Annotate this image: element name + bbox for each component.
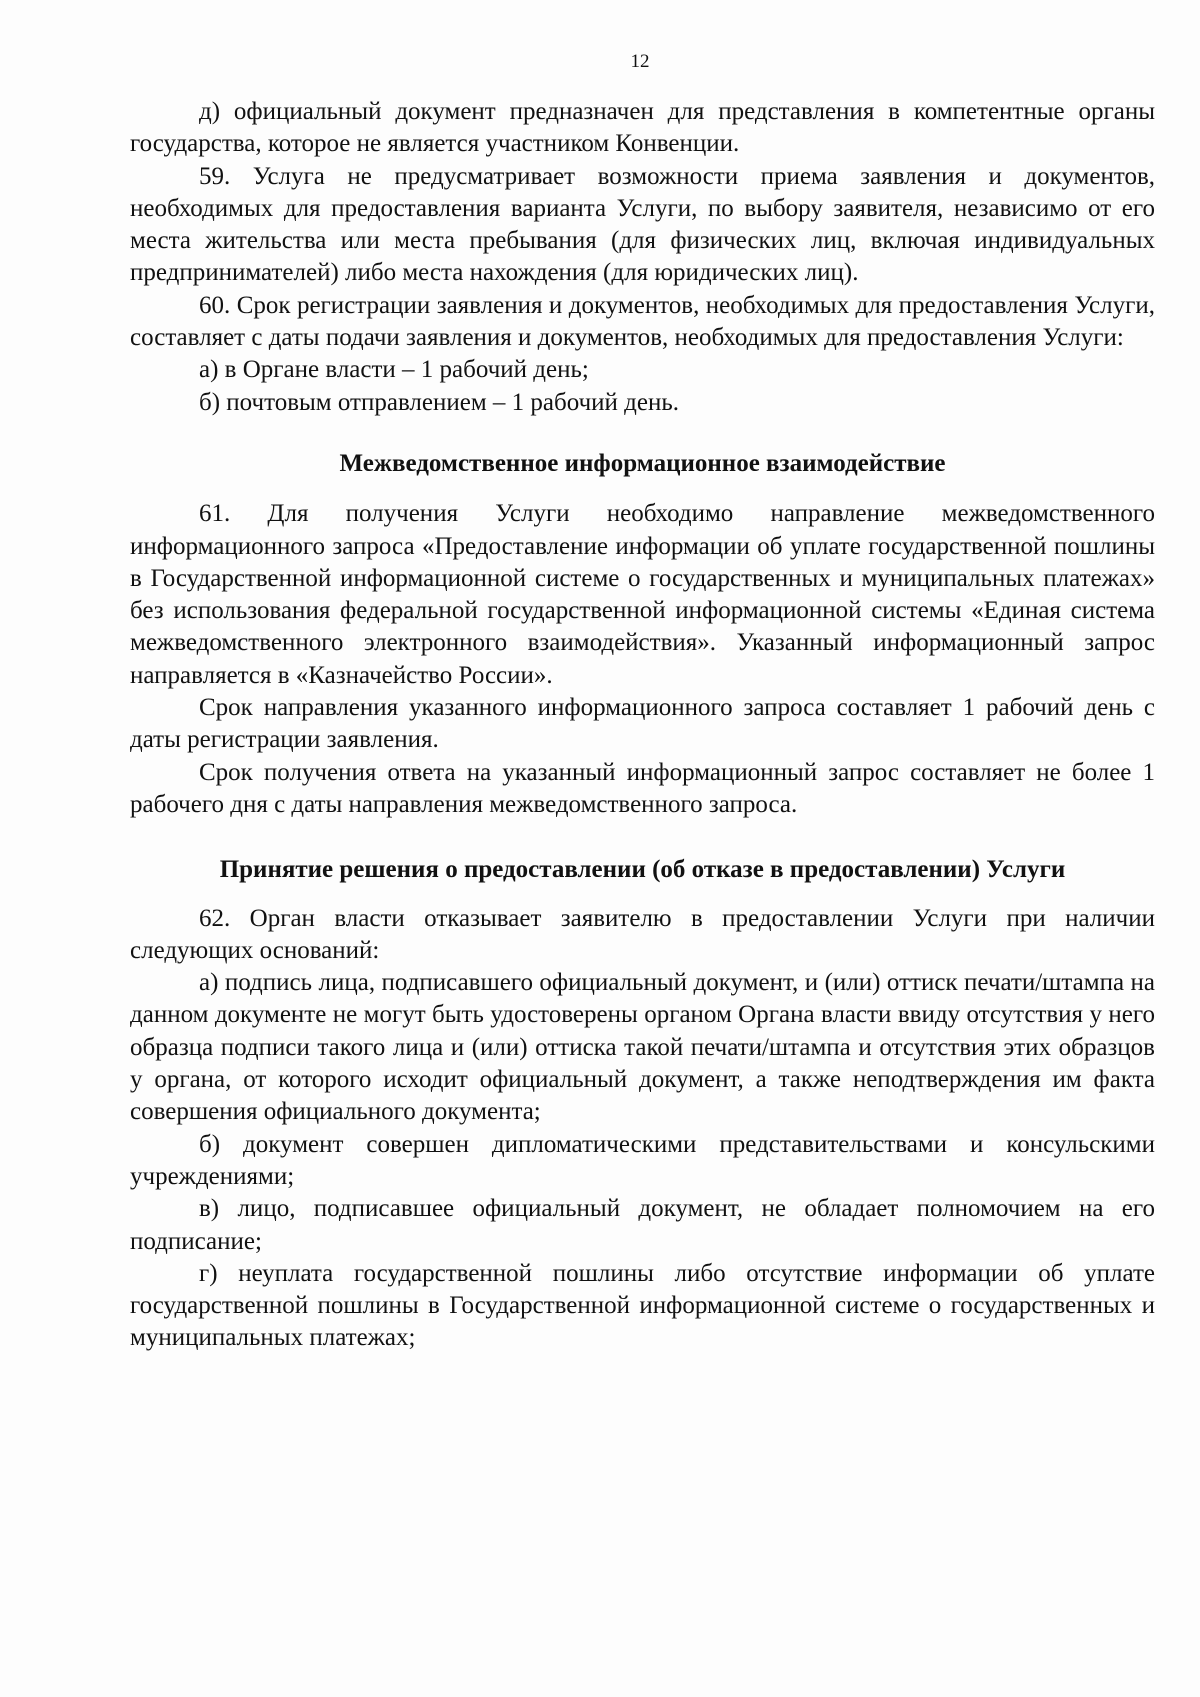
- paragraph-62-item-a: а) подпись лица, подписавшего официальный документ, и (или) оттиск печати/штампа на данном документе не могут быть удостоверены органом Органа власти ввиду отсутствия у него образца подписи такого лица и (или) оттиска такой печати/штампа и отсутствия этих образцов у органа, от которого исходит официальный документ, а также неподтверждения им факта совершения официального документа;: [130, 969, 1155, 1126]
- document-body: [130, 96, 1155, 1355]
- paragraph-62-item-g: г) неуплата государственной пошлины либо отсутствие информации об уплате государственной пошлины в Государственной информационной системе о государственных и муниципальных платежах;: [130, 1259, 1155, 1352]
- paragraph-61: 61. Для получения Услуги необходимо направление межведомственного информационного запроса «Предоставление информации об уплате государственной пошлины в Государственной информационной системе о государственных и муниципальных платежах» без использования федеральной государственной информационной системы «Единая система межведомственного электронного взаимодействия». Указанный информационный запрос направляется в «Казначейство России».: [130, 500, 1155, 689]
- paragraph-59: 59. Услуга не предусматривает возможности приема заявления и документов, необходимых для предоставления варианта Услуги, по выбору заявителя, независимо от его места жительства или места пребывания (для физических лиц, включая индивидуальных предпринимателей) либо места нахождения (для юридических лиц).: [130, 162, 1155, 287]
- paragraph-request-term: Срок направления указанного информационного запроса составляет 1 рабочий день с даты регистрации заявления.: [130, 694, 1155, 754]
- paragraph-60-item-b: б) почтовым отправлением – 1 рабочий день.: [199, 388, 680, 416]
- paragraph-item-d: д) официальный документ предназначен для представления в компетентные органы государства, которое не является участником Конвенции.: [130, 98, 1155, 158]
- paragraph-response-term: Срок получения ответа на указанный информационный запрос составляет не более 1 рабочего дня с даты направления межведомственного запроса.: [130, 758, 1155, 818]
- paragraph-62-item-v: в) лицо, подписавшее официальный документ, не обладает полномочием на его подписание;: [130, 1195, 1155, 1255]
- section-heading-interagency: Межведомственное информационное взаимодействие: [339, 449, 946, 477]
- paragraph-62: 62. Орган власти отказывает заявителю в предоставлении Услуги при наличии следующих оснований:: [130, 904, 1155, 964]
- page-number: 12: [630, 51, 650, 72]
- paragraph-60-item-a: а) в Органе власти – 1 рабочий день;: [199, 356, 589, 384]
- section-heading-decision: Принятие решения о предоставлении (об отказе в предоставлении) Услуги: [219, 856, 1066, 884]
- paragraph-60: 60. Срок регистрации заявления и документов, необходимых для предоставления Услуги, составляет с даты подачи заявления и документов, необходимых для предоставления Услуги:: [130, 291, 1155, 352]
- paragraph-62-item-b: б) документ совершен дипломатическими представительствами и консульскими учреждениями;: [130, 1130, 1155, 1190]
